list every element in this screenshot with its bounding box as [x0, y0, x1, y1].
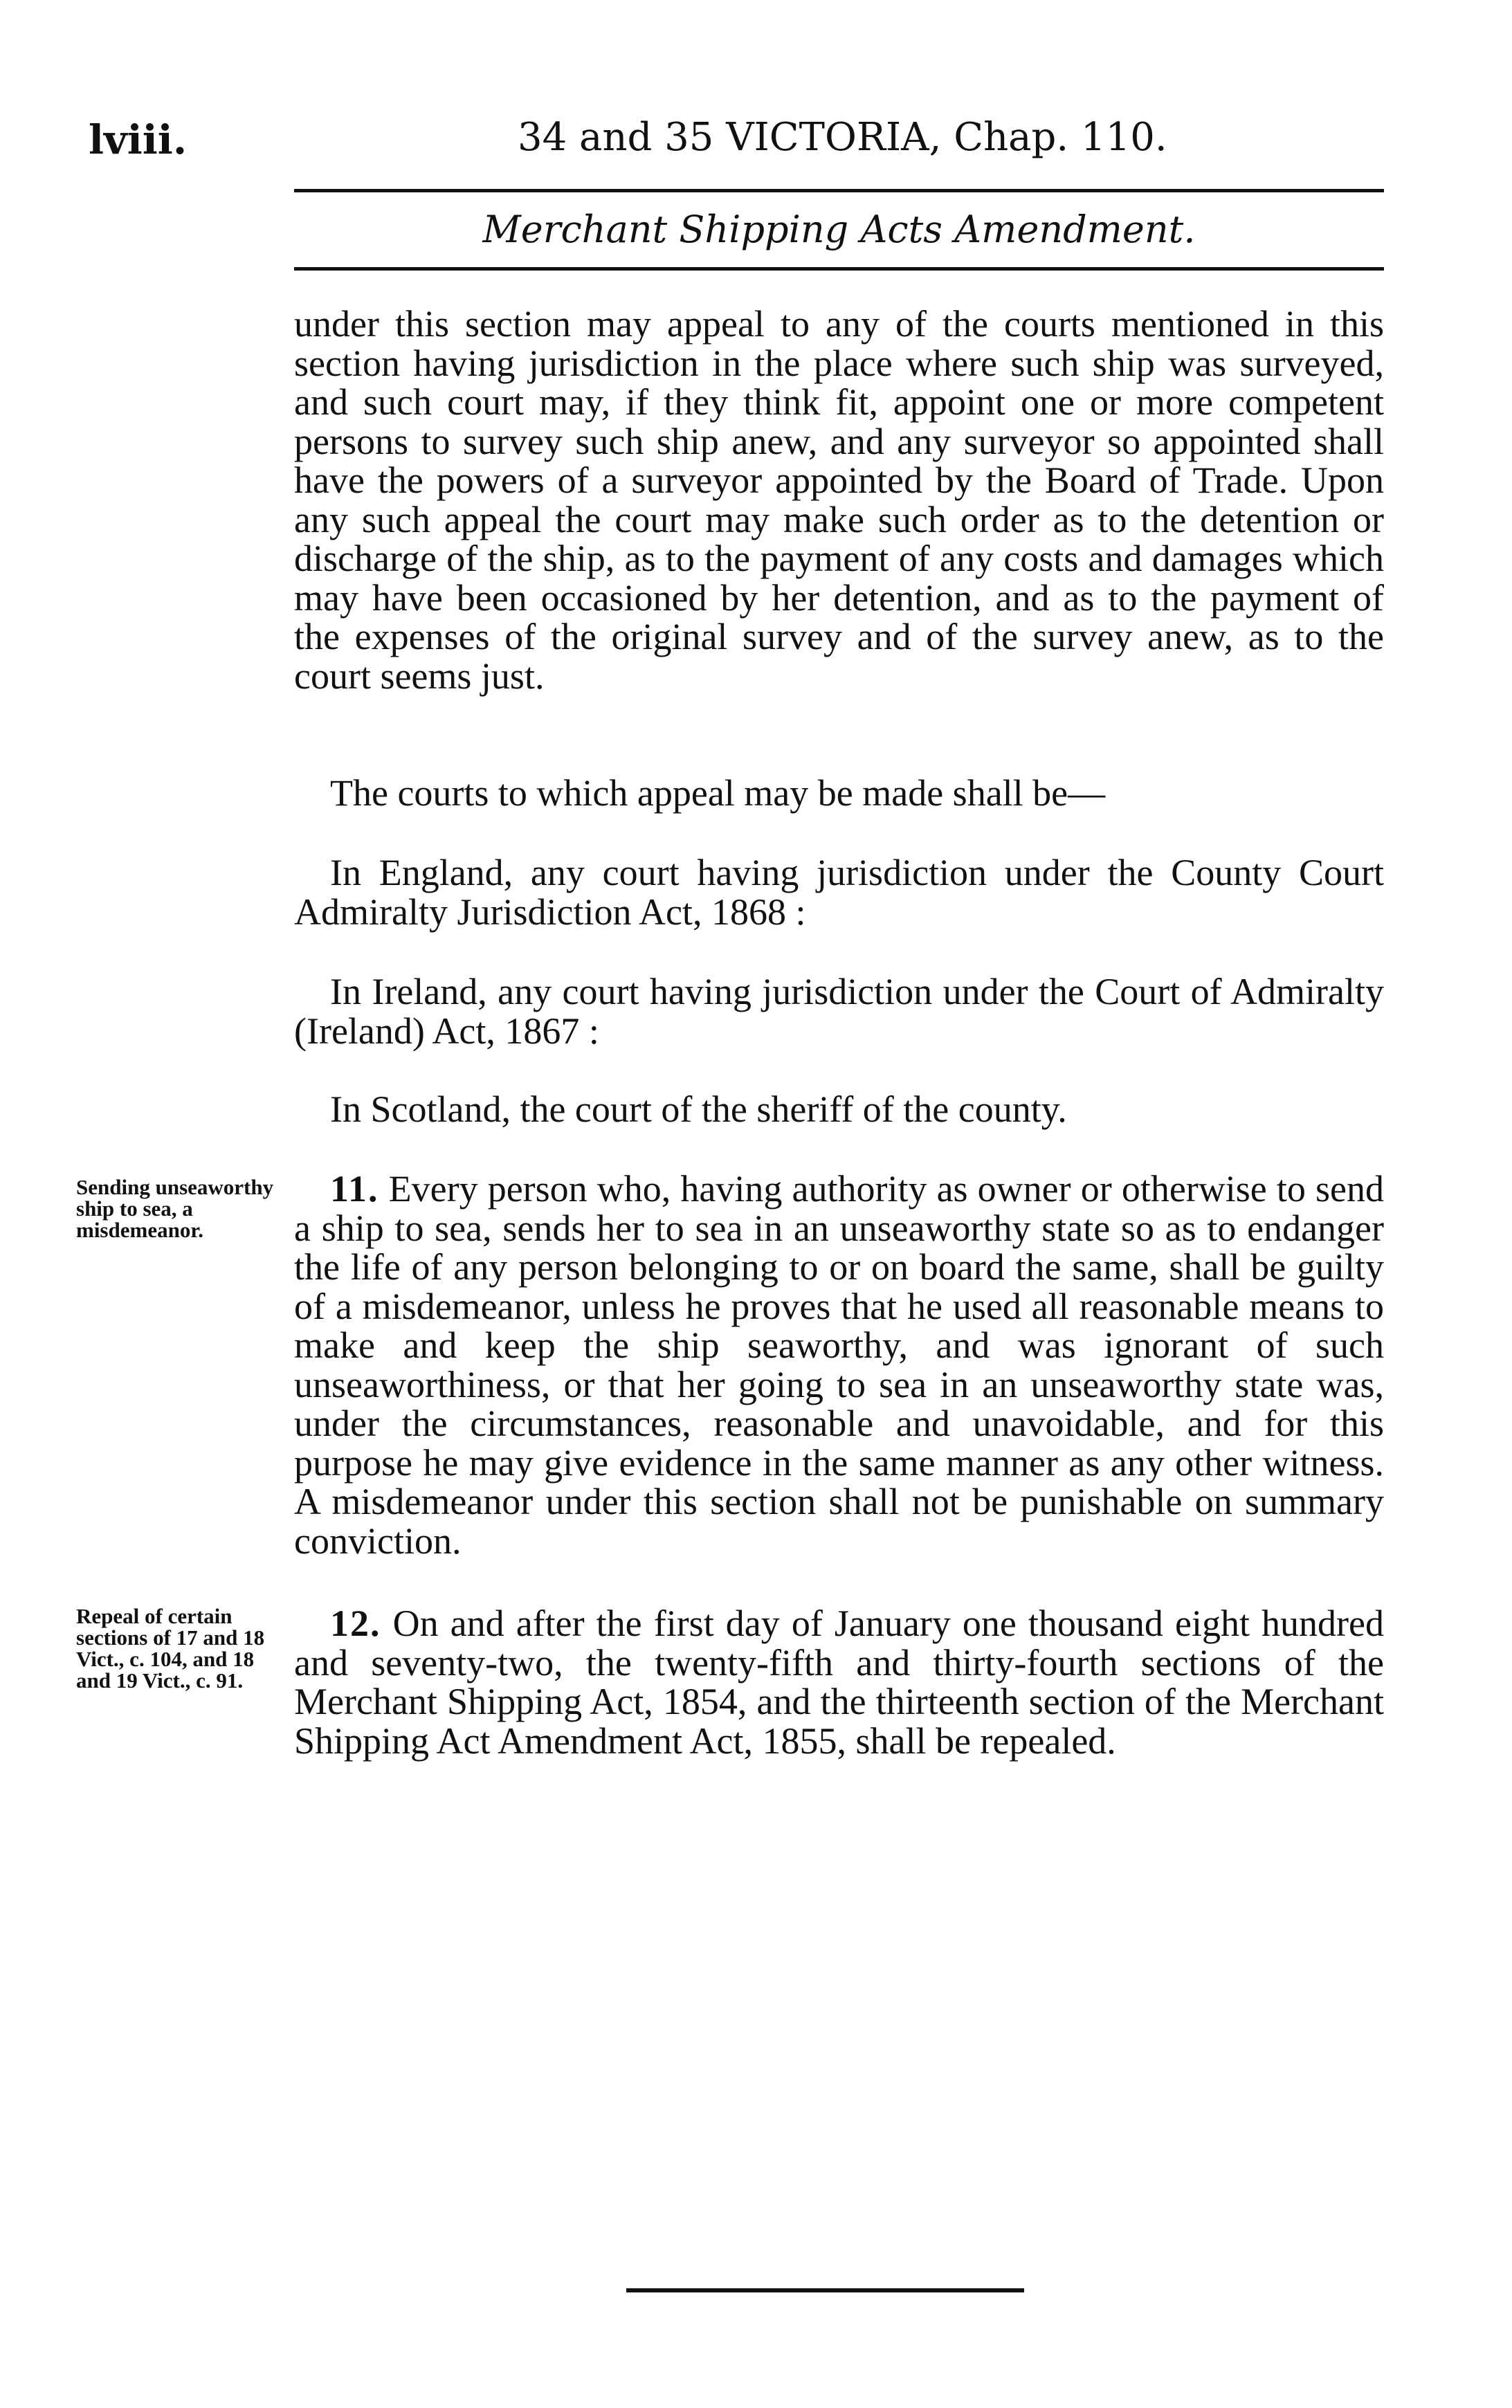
page-subtitle: Merchant Shipping Acts Amendment.: [482, 208, 1196, 251]
end-rule: [626, 2288, 1024, 2292]
sidenote-section-11: Sending unseaworthy ship to sea, a misdemeanor.: [76, 1175, 274, 1242]
page-folio: lviii.: [89, 116, 188, 163]
court-england: In England, any court having jurisdiction under the County Court Admiralty Jurisdiction Act, 1868 :: [294, 852, 1384, 933]
court-scotland: In Scotland, the court of the sheriff of the county.: [330, 1088, 1067, 1130]
continuation-paragraph: under this section may appeal to any of the courts mentioned in this section having jurisdiction in the place where such ship was surveyed, and such court may, if they think fit, appoint one or more competent persons to survey such ship anew, and any surveyor so appointed shall have the powers of a surveyor appointed by the Board of Trade. Upon any such appeal the court may make such order as to the detention or discharge of the ship, as to the payment of any costs and damages which may have been occasioned by her detention, and as to the payment of the expenses of the original survey and of the survey anew, as to the court seems just.: [294, 303, 1384, 697]
section-12-number: 12.: [330, 1603, 381, 1644]
section-11-text: Every person who, having authority as owner or otherwise to send a ship to sea, sends her to sea in an unseaworthy state so as to endanger the life of any person belonging to or on board the same, shall be guilty of a misdemeanor, unless he proves that he used all reasonable means to make and keep the ship seaworthy, and was ignorant of such unseaworthiness, or that her going to sea in an unseaworthy state was, under the circumstances, reasonable and unavoidable, and for this purpose he may give evidence in the same manner as any other witness. A misdemeanor under this section shall not be punishable on summary conviction.: [294, 1168, 1384, 1562]
running-title: 34 and 35 VICTORIA, Chap. 110.: [518, 115, 1167, 160]
header-rule-top: [294, 189, 1384, 192]
section-11: [294, 1169, 1384, 1560]
section-12: [294, 1604, 1384, 1760]
courts-intro: The courts to which appeal may be made shall be—: [330, 772, 1106, 814]
section-12-text: On and after the first day of January one thousand eight hundred and seventy-two, the twenty-fifth and thirty-fourth sections of the Merchant Shipping Act, 1854, and the thirteenth section of the Merchant Shipping Act Amendment Act, 1855, shall be repealed.: [294, 1603, 1384, 1762]
sidenote-section-12: Repeal of certain sections of 17 and 18 Vict., c. 104, and 18 and 19 Vict., c. 91.: [76, 1604, 265, 1693]
court-ireland: In Ireland, any court having jurisdiction under the Court of Admiralty (Ireland) Act, 1867 :: [294, 971, 1384, 1052]
header-rule-bottom: [294, 267, 1384, 271]
section-11-number: 11.: [330, 1168, 379, 1210]
